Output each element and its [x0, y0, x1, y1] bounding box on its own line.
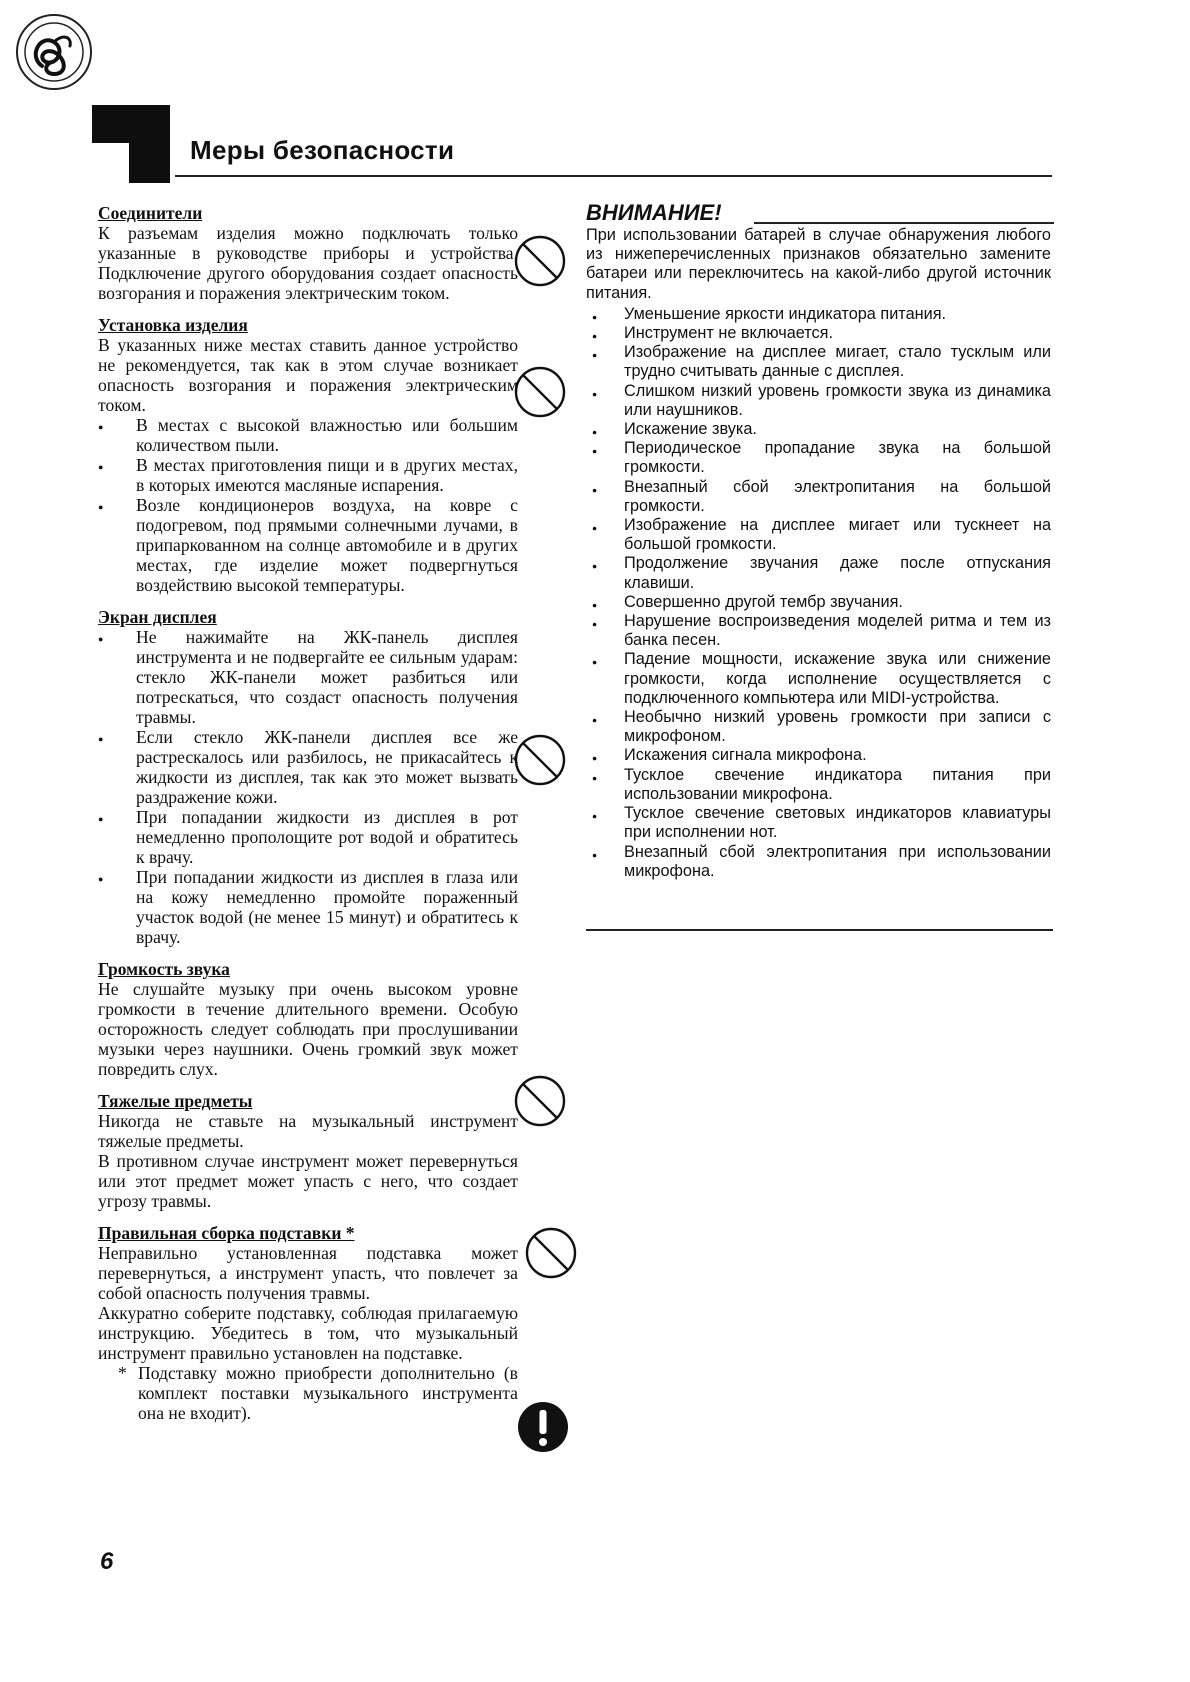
footnote-text: Подставку можно приобрести дополнительно (в комплект поставки музыкального инструмента она не входит). — [138, 1363, 518, 1423]
list-item: ● Искажения сигнала микрофона. — [586, 746, 1051, 765]
list-item: ● При попадании жидкости из дисплея в глаза или на кожу немедленно промойте пораженный участок водой (не менее 15 минут) и обратитесь к врачу. — [98, 867, 518, 947]
connectors-heading: Соединители — [98, 203, 203, 223]
heavy-text-1: Никогда не ставьте на музыкальный инструмент тяжелые предметы. — [98, 1111, 518, 1151]
caution-list — [586, 305, 1051, 881]
list-item: ● Не нажимайте на ЖК-панель дисплея инструмента и не подвергайте ее сильным ударам: стекло ЖК-панели может разбиться или потрескаться, что создаст опасность получения травмы. — [98, 627, 518, 727]
stand-footnote — [98, 1363, 518, 1423]
mandatory-action-icon — [516, 1400, 570, 1454]
heavy-heading: Тяжелые предметы — [98, 1091, 253, 1111]
placement-heading: Установка изделия — [98, 315, 248, 335]
stand-section — [98, 1223, 518, 1423]
prohibition-icon — [513, 234, 567, 288]
list-item: ● При попадании жидкости из дисплея в рот немедленно прополощите рот водой и обратитесь к врачу. — [98, 807, 518, 867]
caution-title-rule — [754, 222, 1054, 224]
list-item: ● Внезапный сбой электропитания на большой громкости. — [586, 478, 1051, 516]
prohibition-icon — [513, 365, 567, 419]
footnote-mark: * — [118, 1363, 127, 1383]
list-item: ● Уменьшение яркости индикатора питания. — [586, 305, 1051, 324]
caution-title: ВНИМАНИЕ! — [586, 200, 722, 225]
list-item: ● Продолжение звучания даже после отпускания клавиши. — [586, 554, 1051, 592]
heavy-section — [98, 1091, 518, 1211]
prohibition-icon — [513, 733, 567, 787]
stand-text-1: Неправильно установленная подставка может перевернуться, а инструмент упасть, что повлечет за собой опасность получения травмы. — [98, 1243, 518, 1303]
list-item: ● В местах приготовления пищи и в других местах, в которых имеются масляные испарения. — [98, 455, 518, 495]
left-column — [98, 203, 518, 1435]
display-section — [98, 607, 518, 947]
list-item: ● Совершенно другой тембр звучания. — [586, 593, 1051, 612]
header-block-notch — [92, 143, 129, 183]
list-item: ● Слишком низкий уровень громкости звука из динамика или наушников. — [586, 382, 1051, 420]
page-number: 6 — [100, 1548, 114, 1575]
list-item: ● Нарушение воспроизведения моделей ритма и тем из банка песен. — [586, 612, 1051, 650]
list-item: ● Изображение на дисплее мигает, стало тусклым или трудно считывать данные с дисплея. — [586, 343, 1051, 381]
stand-text-2: Аккуратно соберите подставку, соблюдая прилагаемую инструкцию. Убедитесь в том, что музыкальный инструмент правильно установлен на подставке. — [98, 1303, 518, 1363]
prohibition-icon — [513, 1074, 567, 1128]
list-item: ● Изображение на дисплее мигает или тускнеет на большой громкости. — [586, 516, 1051, 554]
volume-section — [98, 959, 518, 1079]
connectors-section — [98, 203, 518, 303]
prohibition-icon — [524, 1226, 578, 1280]
caution-intro: При использовании батарей в случае обнаружения любого из нижеперечисленных признаков обязательно замените батареи или переключитесь на какой-либо другой источник питания. — [586, 226, 1051, 302]
placement-text: В указанных ниже местах ставить данное устройство не рекомендуется, так как в этом случае возникает опасность возгорания и поражения электрическим током. — [98, 335, 518, 415]
list-item: ● Внезапный сбой электропитания при использовании микрофона. — [586, 843, 1051, 881]
list-item: ● Тусклое свечение световых индикаторов клавиатуры при исполнении нот. — [586, 804, 1051, 842]
list-item: ● Падение мощности, искажение звука или снижение громкости, когда исполнение осуществляется с подключенного компьютера или MIDI-устройства. — [586, 650, 1051, 708]
publisher-logo-icon — [14, 12, 94, 92]
list-item: ● Если стекло ЖК-панели дисплея все же растрескалось или разбилось, не прикасайтесь к жидкости из дисплея, так как это может вызвать раздражение кожи. — [98, 727, 518, 807]
caution-box — [586, 200, 1051, 881]
display-heading: Экран дисплея — [98, 607, 217, 627]
placement-list — [98, 415, 518, 595]
list-item: ● В местах с высокой влажностью или большим количеством пыли. — [98, 415, 518, 455]
list-item: ● Искажение звука. — [586, 420, 1051, 439]
list-item: ● Необычно низкий уровень громкости при записи с микрофоном. — [586, 708, 1051, 746]
heavy-text-2: В противном случае инструмент может перевернуться или этот предмет может упасть с него, что создает угрозу травмы. — [98, 1151, 518, 1211]
list-item: ● Тусклое свечение индикатора питания при использовании микрофона. — [586, 766, 1051, 804]
header-rule — [175, 175, 1052, 177]
placement-section — [98, 315, 518, 595]
page-title: Меры безопасности — [190, 135, 455, 165]
stand-heading: Правильная сборка подставки * — [98, 1223, 355, 1243]
volume-heading: Громкость звука — [98, 959, 230, 979]
volume-text: Не слушайте музыку при очень высоком уровне громкости в течение длительного времени. Особую осторожность следует соблюдать при прослушивании музыки через наушники. Очень громкий звук может повредить слух. — [98, 979, 518, 1079]
display-list — [98, 627, 518, 947]
list-item: ● Периодическое пропадание звука на большой громкости. — [586, 439, 1051, 477]
list-item: ● Инструмент не включается. — [586, 324, 1051, 343]
connectors-text: К разъемам изделия можно подключать только указанные в руководстве приборы и устройства. Подключение другого оборудования создает опасность возгорания и поражения электрическим током. — [98, 223, 518, 303]
caution-end-rule — [586, 929, 1053, 931]
list-item: ● Возле кондиционеров воздуха, на ковре с подогревом, под прямыми солнечными лучами, в припаркованном на солнце автомобиле и в других местах, где изделие может подвергнуться воздействию высокой температуры. — [98, 495, 518, 595]
